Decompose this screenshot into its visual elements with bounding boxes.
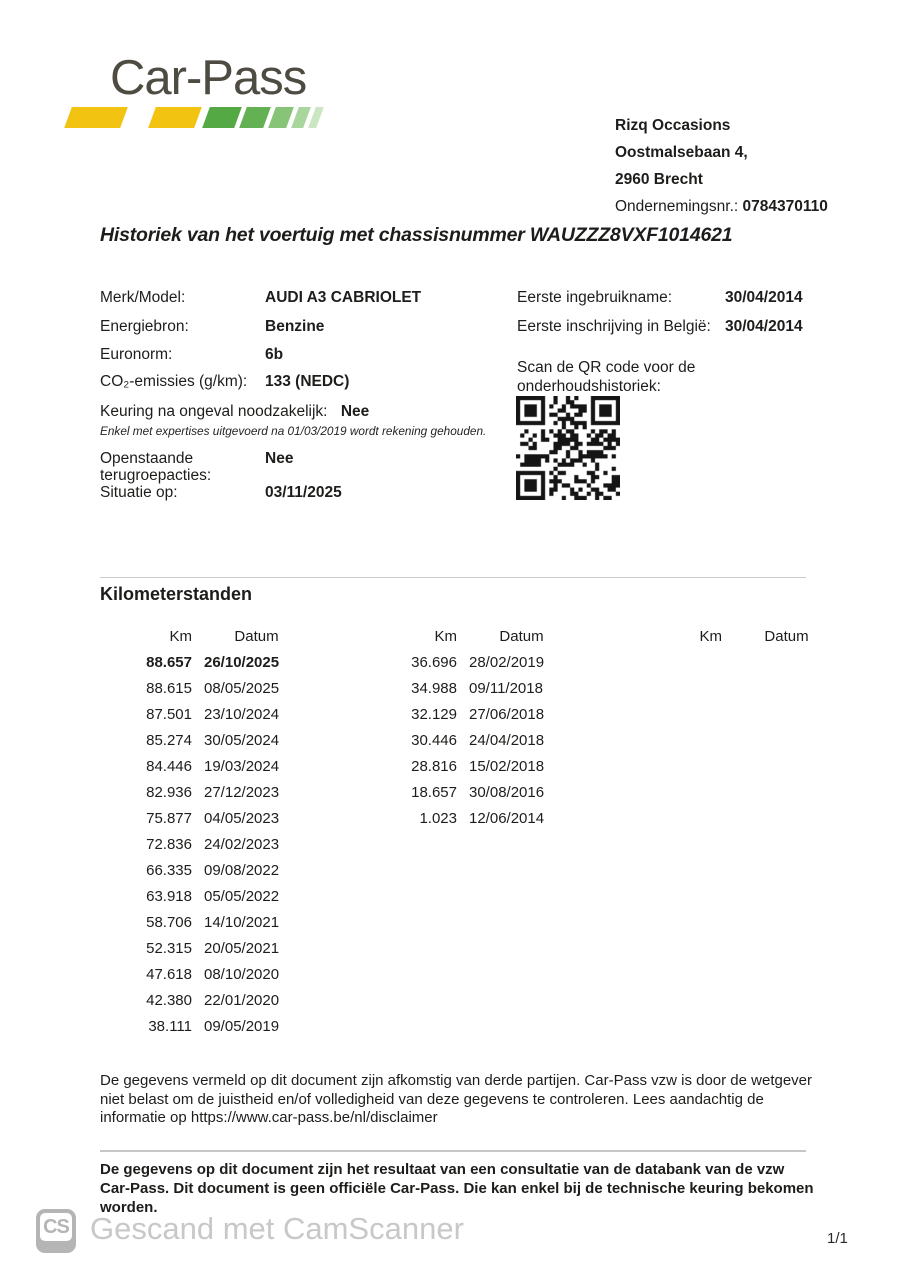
logo-shape-green-2 bbox=[239, 107, 271, 128]
first-registration-value: 30/04/2014 bbox=[725, 318, 803, 335]
date-value: 23/10/2024 bbox=[204, 706, 280, 723]
km-value: 47.618 bbox=[146, 966, 192, 983]
recalls-value: Nee bbox=[265, 450, 294, 467]
disclaimer-text: De gegevens vermeld op dit document zijn afkomstig van derde partijen. Car-Pass vzw is door de wetgever niet belast om de juistheid en/of volledigheid van deze gegevens te controleren. Lees aandachtig de informatie op https://www.car-pass.be/nl/disclaimer bbox=[100, 1072, 813, 1126]
odometer-row bbox=[100, 680, 315, 706]
km-value: 38.111 bbox=[148, 1018, 192, 1035]
logo-shape-yellow-1 bbox=[64, 107, 128, 128]
odometer-row bbox=[100, 888, 315, 914]
odometer-row bbox=[365, 732, 580, 758]
odometer-column-3 bbox=[630, 628, 845, 654]
km-value: 58.706 bbox=[146, 914, 192, 931]
dealer-city: 2960 Brecht bbox=[615, 171, 703, 188]
km-value: 82.936 bbox=[146, 784, 192, 801]
page-number: 1/1 bbox=[827, 1230, 848, 1247]
odometer-row bbox=[365, 680, 580, 706]
first-registration-label: Eerste inschrijving in België: bbox=[517, 318, 711, 335]
date-value: 22/01/2020 bbox=[204, 992, 280, 1009]
odometer-header-row bbox=[630, 628, 845, 654]
date-value: 04/05/2023 bbox=[204, 810, 280, 827]
date-header: Datum bbox=[234, 628, 279, 645]
odometer-header-row bbox=[365, 628, 580, 654]
energiebron-label: Energiebron: bbox=[100, 318, 189, 335]
recalls-label-line1: Openstaande bbox=[100, 450, 194, 467]
qr-code bbox=[516, 396, 620, 500]
km-value: 52.315 bbox=[146, 940, 192, 957]
date-value: 08/05/2025 bbox=[204, 680, 280, 697]
km-value: 32.129 bbox=[411, 706, 457, 723]
odometer-row bbox=[365, 784, 580, 810]
first-use-label: Eerste ingebruikname: bbox=[517, 289, 673, 306]
date-value: 09/11/2018 bbox=[469, 680, 543, 697]
carpass-logo-shapes bbox=[68, 107, 320, 128]
date-value: 24/02/2023 bbox=[204, 836, 280, 853]
km-value: 63.918 bbox=[146, 888, 192, 905]
odometer-row bbox=[100, 1018, 315, 1044]
date-value: 12/06/2014 bbox=[469, 810, 545, 827]
company-number-line bbox=[615, 198, 828, 216]
euronorm-label: Euronorm: bbox=[100, 346, 173, 363]
odometer-row bbox=[100, 862, 315, 888]
km-value: 88.657 bbox=[146, 654, 192, 671]
odometer-row bbox=[100, 706, 315, 732]
logo-shape-green-3 bbox=[268, 107, 294, 128]
logo-shape-green-1 bbox=[202, 107, 242, 128]
dealer-address-block bbox=[615, 112, 748, 193]
date-value: 27/12/2023 bbox=[204, 784, 280, 801]
km-value: 34.988 bbox=[411, 680, 457, 697]
km-header: Km bbox=[699, 628, 722, 645]
odometer-row bbox=[100, 758, 315, 784]
odometer-header-row bbox=[100, 628, 315, 654]
recalls-label-line2: terugroepacties: bbox=[100, 467, 212, 484]
date-value: 26/10/2025 bbox=[204, 654, 280, 671]
km-value: 84.446 bbox=[146, 758, 192, 775]
qr-code-label bbox=[517, 358, 695, 396]
keuring-value: Nee bbox=[340, 403, 370, 420]
field-keuring bbox=[100, 403, 369, 421]
date-header: Datum bbox=[499, 628, 544, 645]
odometer-row bbox=[100, 940, 315, 966]
energiebron-value: Benzine bbox=[265, 318, 325, 335]
co2-label: CO₂-emissies (g/km): bbox=[100, 373, 248, 390]
merk-model-label: Merk/Model: bbox=[100, 289, 186, 306]
keuring-note: Enkel met expertises uitgevoerd na 01/03/2019 wordt rekening gehouden. bbox=[100, 424, 487, 438]
date-value: 24/04/2018 bbox=[469, 732, 545, 749]
carpass-logo: Car-Pass bbox=[110, 51, 307, 105]
odometer-row bbox=[365, 810, 580, 836]
qr-label-line1: Scan de QR code voor de bbox=[517, 359, 696, 376]
odometer-row bbox=[100, 654, 315, 680]
km-value: 18.657 bbox=[411, 784, 457, 801]
footer-divider bbox=[100, 1150, 806, 1152]
dealer-name: Rizq Occasions bbox=[615, 117, 731, 134]
km-value: 36.696 bbox=[411, 654, 457, 671]
section-divider bbox=[100, 577, 806, 578]
logo-shape-yellow-2 bbox=[148, 107, 202, 128]
km-value: 30.446 bbox=[411, 732, 457, 749]
logo-shape-green-5 bbox=[308, 107, 324, 128]
odometer-row bbox=[100, 914, 315, 940]
odometer-row bbox=[100, 836, 315, 862]
km-header: Km bbox=[434, 628, 457, 645]
company-number-value: 0784370110 bbox=[742, 198, 828, 215]
camscanner-icon bbox=[36, 1209, 76, 1253]
km-value: 85.274 bbox=[146, 732, 192, 749]
date-value: 19/03/2024 bbox=[204, 758, 280, 775]
odometer-row bbox=[100, 992, 315, 1018]
km-value: 28.816 bbox=[411, 758, 457, 775]
date-value: 14/10/2021 bbox=[204, 914, 280, 931]
date-value: 08/10/2020 bbox=[204, 966, 280, 983]
date-header: Datum bbox=[764, 628, 809, 645]
odometer-row bbox=[365, 706, 580, 732]
merk-model-value: AUDI A3 CABRIOLET bbox=[265, 289, 422, 306]
km-value: 87.501 bbox=[146, 706, 192, 723]
camscanner-watermark: Gescand met CamScanner bbox=[90, 1211, 464, 1246]
qr-label-line2: onderhoudshistoriek: bbox=[517, 378, 661, 395]
situation-value: 03/11/2025 bbox=[265, 484, 342, 501]
keuring-label: Keuring na ongeval noodzakelijk: bbox=[100, 403, 328, 420]
co2-value: 133 (NEDC) bbox=[265, 373, 350, 390]
logo-shape-green-4 bbox=[291, 107, 311, 128]
odometer-row bbox=[365, 654, 580, 680]
euronorm-value: 6b bbox=[265, 346, 284, 363]
km-value: 1.023 bbox=[419, 810, 457, 827]
first-use-value: 30/04/2014 bbox=[725, 289, 803, 306]
odometer-column-1 bbox=[100, 628, 315, 1044]
date-value: 30/08/2016 bbox=[469, 784, 545, 801]
situation-label: Situatie op: bbox=[100, 484, 178, 501]
km-value: 72.836 bbox=[146, 836, 192, 853]
odometer-heading: Kilometerstanden bbox=[100, 584, 253, 604]
date-value: 28/02/2019 bbox=[469, 654, 545, 671]
date-value: 20/05/2021 bbox=[204, 940, 280, 957]
date-value: 05/05/2022 bbox=[204, 888, 280, 905]
km-value: 88.615 bbox=[146, 680, 192, 697]
odometer-row bbox=[365, 758, 580, 784]
dealer-street: Oostmalsebaan 4, bbox=[615, 144, 748, 161]
km-value: 66.335 bbox=[146, 862, 192, 879]
date-value: 09/08/2022 bbox=[204, 862, 280, 879]
km-value: 42.380 bbox=[146, 992, 192, 1009]
km-header: Km bbox=[169, 628, 192, 645]
company-number-label: Ondernemingsnr.: bbox=[615, 198, 739, 215]
km-value: 75.877 bbox=[146, 810, 192, 827]
odometer-column-2 bbox=[365, 628, 580, 836]
date-value: 30/05/2024 bbox=[204, 732, 280, 749]
date-value: 09/05/2019 bbox=[204, 1018, 280, 1035]
odometer-row bbox=[100, 966, 315, 992]
footer-bold-text: De gegevens op dit document zijn het resultaat van een consultatie van de databank van de vzw Car-Pass. Dit document is geen officiële Car-Pass. Die kan enkel bij de technische keuring bekomen worden. bbox=[100, 1161, 814, 1216]
date-value: 15/02/2018 bbox=[469, 758, 545, 775]
camscanner-icon-letters: CS bbox=[40, 1213, 72, 1241]
odometer-row bbox=[100, 732, 315, 758]
document-title: Historiek van het voertuig met chassisnummer WAUZZZ8VXF1014621 bbox=[100, 224, 733, 246]
odometer-row bbox=[100, 784, 315, 810]
date-value: 27/06/2018 bbox=[469, 706, 545, 723]
odometer-row bbox=[100, 810, 315, 836]
